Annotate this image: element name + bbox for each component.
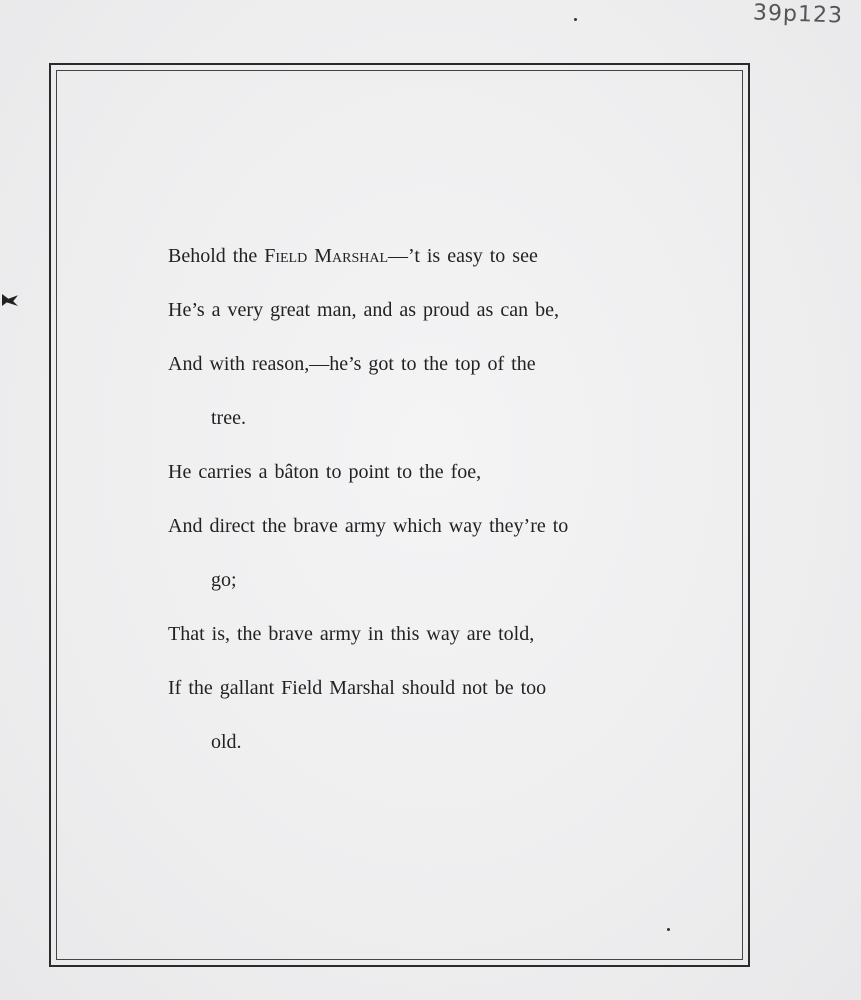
poem-line-text: —’t is easy to see [388,245,538,267]
poem-line: He carries a bâton to point to the foe, [168,461,482,483]
poem-line: That is, the brave army in this way are told, [168,623,535,645]
poem-line-smallcaps: Field Marshal [264,245,389,267]
poem-line-text: Behold the [168,245,265,267]
poem-line-continuation: tree. [211,407,246,429]
poem-line-continuation: go; [211,569,237,591]
poem-line: And with reason,—he’s got to the top of the [168,353,536,375]
ink-dot [574,18,577,21]
poem-line: He’s a very great man, and as proud as can be, [168,299,559,321]
poem-line-continuation: old. [211,731,242,753]
poem-line: And direct the brave army which way they’re to [168,515,569,537]
handwritten-annotation: 39p123 [752,0,844,29]
poem-line [168,246,648,266]
poem-text [168,246,648,786]
poem-line: If the gallant Field Marshal should not be too [168,677,547,699]
